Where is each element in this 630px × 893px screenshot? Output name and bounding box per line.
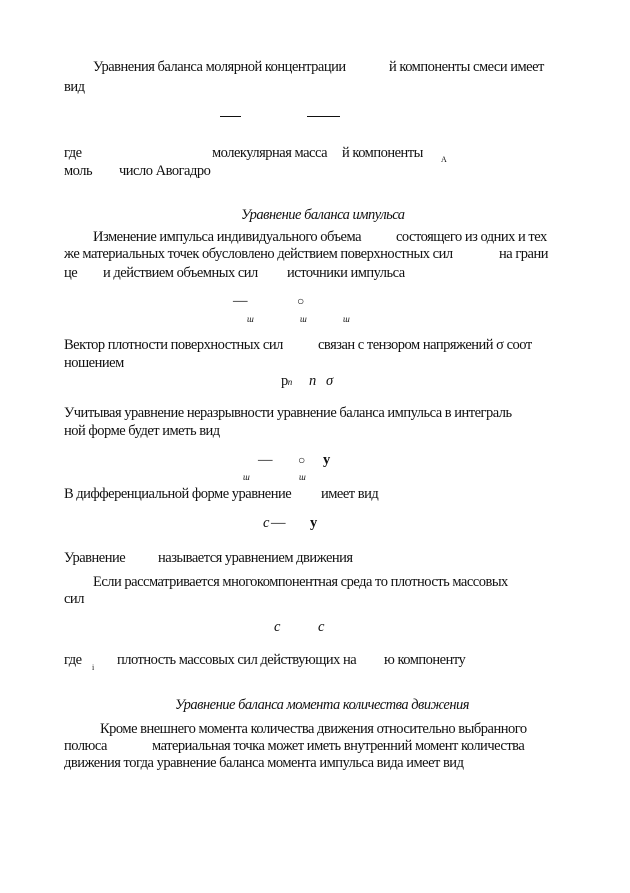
text-line: В дифференциальной форме уравнение (64, 486, 292, 502)
equation-dash: — (233, 293, 247, 309)
text-line: имеет вид (321, 486, 379, 502)
text-line: Учитывая уравнение неразрывности уравнение баланса импульса в интеграль (64, 405, 512, 421)
text-line: Уравнения баланса молярной концентрации (93, 59, 346, 75)
subscript: ш (247, 314, 254, 324)
text-line: це (64, 265, 78, 281)
equation: pn (281, 373, 293, 389)
fraction-bar (220, 116, 241, 117)
section-heading: Уравнение баланса момента количества движения (175, 697, 470, 713)
text-line: ной форме будет иметь вид (64, 423, 220, 439)
text-line: же материальных точек обусловлено действием поверхностных сил (64, 246, 453, 262)
equation: у (323, 452, 330, 468)
text-line: плотность массовых сил действующих на (117, 652, 357, 668)
equation: c (318, 619, 324, 635)
text-line: связан с тензором напряжений σ соот (318, 337, 532, 353)
text-line: вид (64, 79, 85, 95)
text-line: моль (64, 163, 93, 179)
text-line: сил (64, 591, 84, 607)
text-line: ю компоненту (384, 652, 466, 668)
equation-dash: — (258, 452, 272, 468)
text-line: источники импульса (287, 265, 405, 281)
subscript: А (441, 155, 447, 164)
text-line: молекулярная масса (212, 145, 328, 161)
text-line: где (64, 652, 82, 668)
subscript: ш (243, 472, 250, 482)
equation: c (263, 515, 269, 531)
text-line: число Авогадро (119, 163, 211, 179)
fraction-bar (307, 116, 340, 117)
subscript: ш (343, 314, 350, 324)
subscript: ш (299, 472, 306, 482)
text-line: Изменение импульса индивидуального объема (93, 229, 362, 245)
text-line: полюса (64, 738, 107, 754)
equation-dash: — (271, 515, 285, 531)
equation-circle: ○ (298, 453, 305, 467)
text-line: состоящего из одних и тех (396, 229, 547, 245)
text-line: ношением (64, 355, 124, 371)
text-line: Уравнение (64, 550, 126, 566)
equation-circle: ○ (297, 294, 304, 308)
text-line: на грани (499, 246, 548, 262)
equation: у (310, 515, 317, 531)
text-line: Вектор плотности поверхностных сил (64, 337, 283, 353)
subscript: i (92, 663, 95, 672)
text-line: Кроме внешнего момента количества движения относительно выбранного (100, 721, 527, 737)
text-line: материальная точка может иметь внутренний момент количества (152, 738, 525, 754)
text-line: называется уравнением движения (158, 550, 353, 566)
text-line: движения тогда уравнение баланса момента импульса вида имеет вид (64, 755, 464, 771)
equation: n (309, 373, 316, 389)
subscript: ш (300, 314, 307, 324)
text-line: Если рассматривается многокомпонентная среда то плотность массовых (93, 574, 508, 590)
equation: σ (326, 373, 333, 389)
equation: c (274, 619, 280, 635)
section-heading: Уравнение баланса импульса (241, 207, 405, 223)
text-line: и действием объемных сил (103, 265, 258, 281)
text-line: й компоненты смеси имеет (389, 59, 544, 75)
text-line: где (64, 145, 82, 161)
text-line: й компоненты (342, 145, 423, 161)
